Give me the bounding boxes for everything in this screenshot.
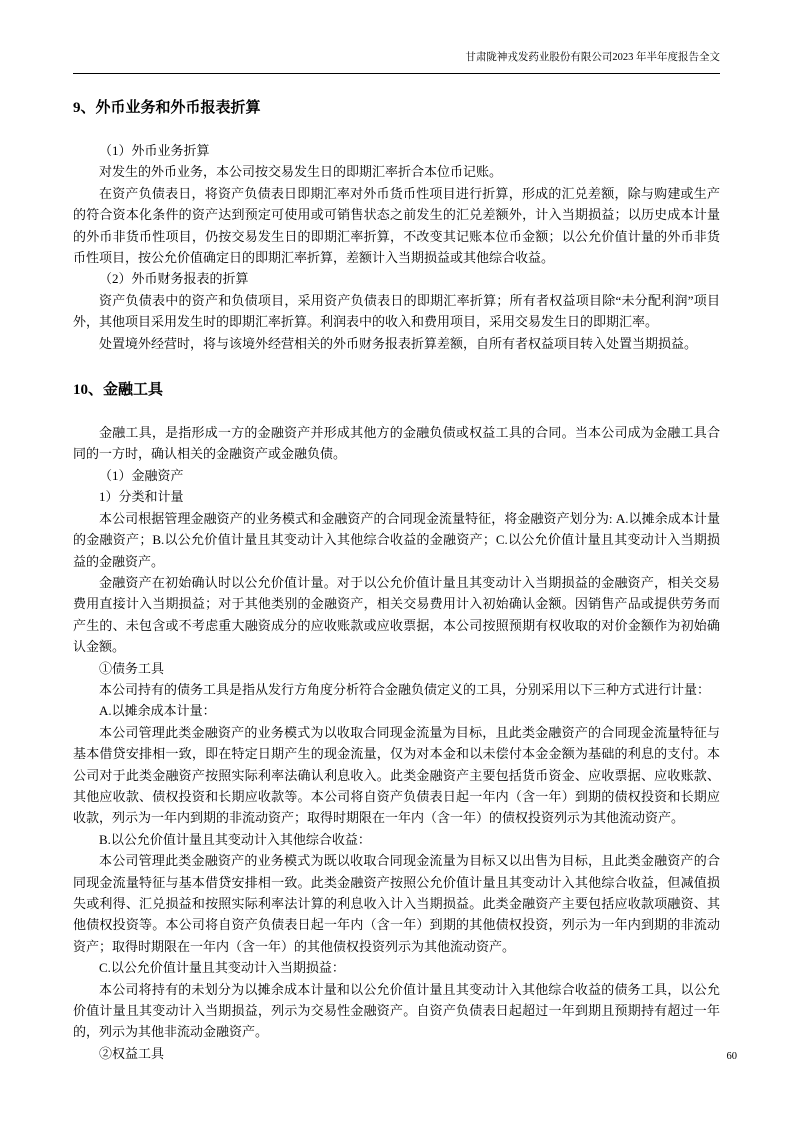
paragraph: ①债务工具: [99, 660, 165, 676]
paragraph: 本公司管理此类金融资产的业务模式为既以收取合同现金流量为目标又以出售为目标，且此类金融资产的合同现金流量特征与基本借贷安排相一致。此类金融资产按照公允价值计量且其变动计入其他综合收益，但减值损失或利得、汇兑损益和按照实际利率法计算的利息收入计入当期损益。此类金融资产主要包括应收款项融资、其他债权投资等。本公司将自资产负债表日起一年内（含一年）到期的其他债权投资，列示为一年内到期的非流动资产；取得时期限在一年内（含一年）的其他债权投资列示为其他流动资产。: [73, 853, 720, 954]
paragraph: 本公司持有的债务工具是指从发行方角度分析符合金融负债定义的工具，分别采用以下三种方式进行计量：: [99, 681, 711, 697]
paragraph: （1）外币业务折算: [99, 143, 210, 158]
document-body: [73, 96, 720, 1064]
document-footer: [727, 1051, 738, 1062]
header-title: 甘肃陇神戎发药业股份有限公司2023 年半年度报告全文: [465, 52, 720, 63]
paragraph: 处置境外经营时，将与该境外经营相关的外币财务报表折算差额，自所有者权益项目转入处置当期损益。: [99, 335, 698, 351]
paragraph: ②权益工具: [99, 1045, 165, 1061]
paragraph: 本公司管理此类金融资产的业务模式为以收取合同现金流量为目标，且此类金融资产的合同现金流量特征与基本借贷安排相一致，即在特定日期产生的现金流量，仅为对本金和以未偿付本金金额为基础的利息的支付。本公司对于此类金融资产按照实际利率法确认利息收入。此类金融资产主要包括货币资金、应收票据、应收账款、其他应收款、债权投资和长期应收款等。本公司将自资产负债表日起一年内（含一年）到期的债权投资和长期应收款，列示为一年内到期的非流动资产；取得时期限在一年内（含一年）的债权投资列示为其他流动资产。: [73, 724, 720, 826]
section-9-heading: 9、外币业务和外币报表折算: [73, 100, 261, 116]
paragraph: （1）金融资产: [99, 467, 184, 483]
paragraph: A.以摊余成本计量：: [99, 703, 216, 719]
paragraph: 本公司将持有的未划分为以摊余成本计量和以公允价值计量且其变动计入其他综合收益的债务工具，以公允价值计量且其变动计入当期损益，列示为交易性金融资产。自资产负债表日起超过一年到期且预期持有超过一年的，列示为其他非流动金融资产。: [73, 981, 720, 1040]
page-number: 60: [726, 1051, 737, 1062]
paragraph: 金融资产在初始确认时以公允价值计量。对于以公允价值计量且其变动计入当期损益的金融资产，相关交易费用直接计入当期损益；对于其他类别的金融资产，相关交易费用计入初始确认金额。因销售产品或提供劳务而产生的、未包含或不考虑重大融资成分的应收账款或应收票据，本公司按照预期有权收取的对价金额作为初始确认金额。: [73, 574, 720, 655]
paragraph: 对发生的外币业务，本公司按交易发生日的即期汇率折合本位币记账。: [99, 164, 503, 180]
paragraph: 金融工具，是指形成一方的金融资产并形成其他方的金融负债或权益工具的合同。当本公司成为金融工具合同的一方时，确认相关的金融资产或金融负债。: [73, 425, 720, 462]
paragraph: （2）外币财务报表的折算: [99, 271, 249, 287]
paragraph: 本公司根据管理金融资产的业务模式和金融资产的合同现金流量特征，将金融资产划分为: A.以摊余成本计量的金融资产；B.以公允价值计量且其变动计入其他综合收益的金融资产；C.以公允价值计量且其变动计入当期损益的金融资产。: [73, 510, 720, 569]
paragraph: C.以公允价值计量且其变动计入当期损益：: [99, 960, 345, 976]
paragraph: 在资产负债表日，将资产负债表日即期汇率对外币货币性项目进行折算，形成的汇兑差额，除与购建或生产的符合资本化条件的资产达到预定可使用或可销售状态之前发生的汇兑差额外，计入当期损益；以历史成本计量的外币非货币性项目，仍按交易发生日的即期汇率折算，不改变其记账本位币金额；以公允价值计量的外币非货币性项目，按公允价值确定日的即期汇率折算，差额计入当期损益或其他综合收益。: [73, 185, 720, 266]
paragraph: 1）分类和计量: [99, 489, 184, 505]
document-header: [73, 50, 720, 74]
paragraph: 资产负债表中的资产和负债项目，采用资产负债表日的即期汇率折算；所有者权益项目除“未分配利润”项目外，其他项目采用发生时的即期汇率折算。利润表中的收入和费用项目，采用交易发生日的即期汇率。: [73, 292, 720, 330]
section-10-heading: 10、金融工具: [73, 382, 164, 399]
paragraph: B.以公允价值计量且其变动计入其他综合收益：: [99, 831, 371, 847]
